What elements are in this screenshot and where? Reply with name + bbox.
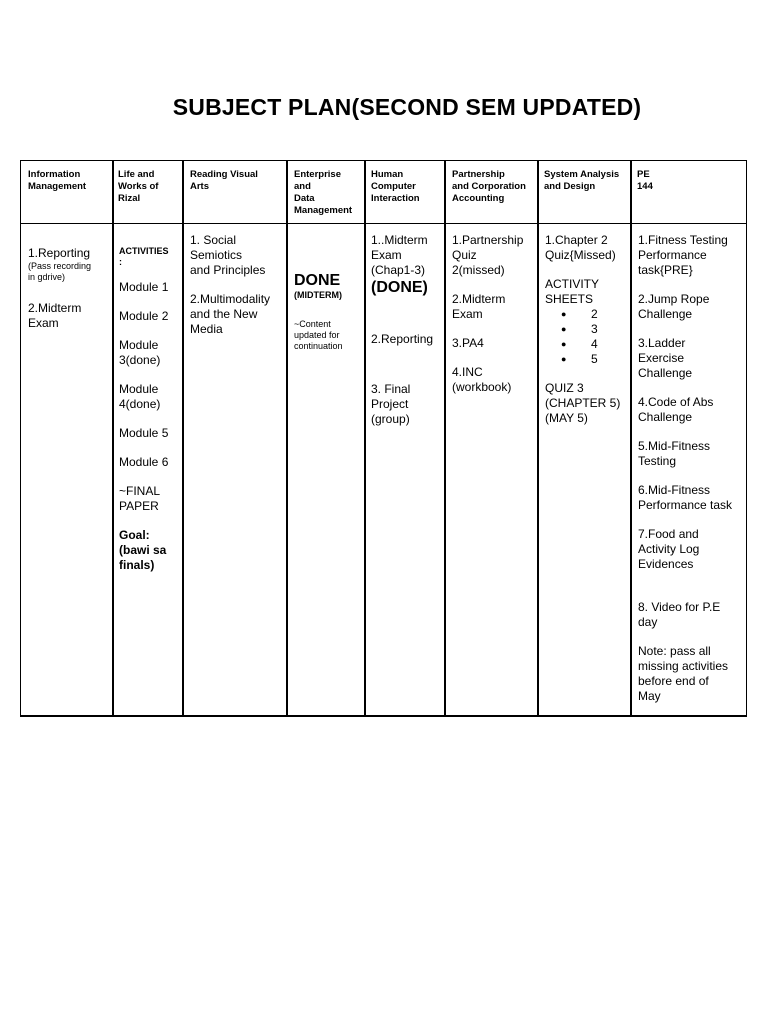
list-item: ● 5 bbox=[561, 352, 631, 367]
header-system-analysis: System Analysis and Design bbox=[544, 169, 620, 192]
task-reporting: 1.Reporting bbox=[28, 246, 91, 260]
cell-system-analysis bbox=[545, 233, 631, 440]
task-pa4: 3.PA4 bbox=[452, 336, 484, 350]
task-partnership-quiz: 1.Partnership Quiz 2(missed) bbox=[452, 233, 524, 277]
task-reporting: 2.Reporting bbox=[371, 332, 434, 346]
goal-note: Goal: (bawi sa finals) bbox=[119, 528, 167, 572]
activity-sheets-label: ACTIVITY SHEETS bbox=[545, 277, 600, 306]
task-code-of-abs: 4.Code of Abs Challenge bbox=[638, 395, 714, 424]
task-inc: 4.INC (workbook) bbox=[452, 365, 512, 394]
page-title: SUBJECT PLAN(SECOND SEM UPDATED) bbox=[172, 94, 642, 120]
task-midterm-exam: 2.Midterm Exam bbox=[452, 292, 506, 321]
header-pe: PE 144 bbox=[637, 169, 653, 192]
task-quiz-3: QUIZ 3 (CHAPTER 5) (MAY 5) bbox=[545, 381, 621, 425]
done-status: DONE bbox=[294, 272, 341, 289]
task-multimodality: 2.Multimodality and the New Media bbox=[190, 292, 271, 336]
cell-human-computer bbox=[371, 233, 445, 441]
task-note: (Pass recording in gdrive) bbox=[28, 261, 92, 282]
task-ladder-exercise: 3.Ladder Exercise Challenge bbox=[638, 336, 693, 380]
task-midterm-exam: 1..Midterm Exam (Chap1-3) bbox=[371, 233, 428, 277]
cell-partnership-accounting bbox=[452, 233, 538, 409]
task-midterm: 2.Midterm Exam bbox=[28, 301, 82, 330]
subject-plan-table bbox=[20, 160, 747, 717]
column-enterprise-data bbox=[288, 161, 366, 715]
task-fitness-testing: 1.Fitness Testing Performance task{PRE} bbox=[638, 233, 728, 277]
task-video-pe-day: 8. Video for P.E day bbox=[638, 600, 721, 629]
cell-reading-visual-arts bbox=[190, 233, 286, 351]
task-mid-fitness-performance: 6.Mid-Fitness Performance task bbox=[638, 483, 733, 512]
module-item: Module 2 bbox=[119, 309, 169, 323]
header-information-management: Information Management bbox=[28, 169, 87, 192]
module-item: Module 5 bbox=[119, 426, 169, 440]
module-item: Module 1 bbox=[119, 280, 169, 294]
header-partnership-accounting: Partnership and Corporation Accounting bbox=[452, 169, 526, 204]
content-note: ~Content updated for continuation bbox=[294, 319, 343, 351]
task-social-semiotics: 1. Social Semiotics and Principles bbox=[190, 233, 266, 277]
header-enterprise-data: Enterprise and Data Management bbox=[294, 169, 353, 216]
activity-sheets-list bbox=[545, 307, 631, 367]
header-reading-visual-arts: Reading Visual Arts bbox=[190, 169, 258, 192]
header-human-computer: Human Computer Interaction bbox=[371, 169, 420, 204]
cell-pe bbox=[638, 233, 746, 718]
module-item: Module 4(done) bbox=[119, 382, 161, 411]
midterm-label: (MIDTERM) bbox=[294, 290, 342, 300]
task-mid-fitness-testing: 5.Mid-Fitness Testing bbox=[638, 439, 711, 468]
list-item: ● 4 bbox=[561, 337, 631, 352]
pe-note: Note: pass all missing activities before end of May bbox=[638, 644, 729, 703]
activities-label: ACTIVITIES : bbox=[119, 246, 169, 267]
header-life-works-rizal: Life and Works of Rizal bbox=[118, 169, 159, 204]
task-chapter-quiz: 1.Chapter 2 Quiz{Missed) bbox=[545, 233, 616, 262]
module-item: Module 6 bbox=[119, 455, 169, 469]
task-food-activity-log: 7.Food and Activity Log Evidences bbox=[638, 527, 700, 571]
task-jump-rope: 2.Jump Rope Challenge bbox=[638, 292, 710, 321]
cell-life-works-rizal bbox=[119, 246, 183, 587]
final-paper: ~FINAL PAPER bbox=[119, 484, 161, 513]
list-item: ● 3 bbox=[561, 322, 631, 337]
done-status: (DONE) bbox=[371, 279, 428, 296]
cell-enterprise-data bbox=[294, 271, 364, 366]
module-item: Module 3(done) bbox=[119, 338, 161, 367]
cell-information-management bbox=[28, 246, 112, 345]
task-final-project: 3. Final Project (group) bbox=[371, 382, 411, 426]
header-divider bbox=[21, 223, 747, 224]
list-item: ● 2 bbox=[561, 307, 631, 322]
column-information-management bbox=[21, 161, 114, 715]
